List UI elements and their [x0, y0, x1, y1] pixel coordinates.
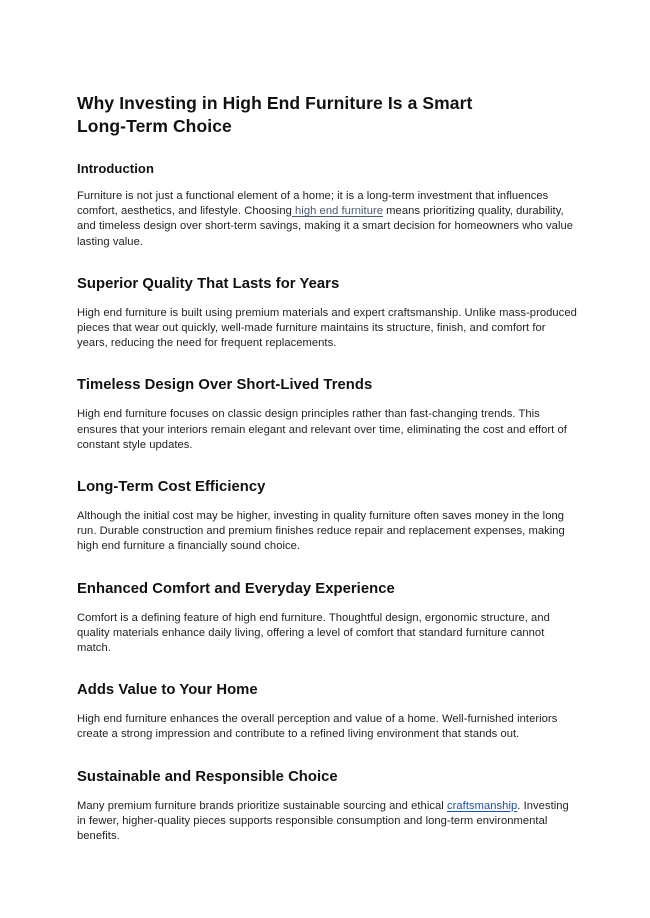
- section-paragraph-adds-value: High end furniture enhances the overall perception and value of a home. Well-furnished interiors create a strong impression and contribute to a refined living environment that stands out.: [77, 713, 558, 741]
- section-heading-introduction: Introduction: [77, 161, 155, 176]
- link-high-end-furniture[interactable]: high end furniture: [291, 205, 384, 218]
- paragraph-text-after-link: . Investing in fewer, higher-quality pieces supports responsible consumption and long-term environmental benefits.: [77, 799, 569, 843]
- section-paragraph-cost-efficiency: Although the initial cost may be higher, investing in quality furniture often saves money in the long run. Durable construction and premium finishes reduce repair and replacement expenses, making high end furniture a financially sound choice.: [77, 510, 565, 553]
- document-content: [77, 92, 577, 844]
- section-sustainable-choice: [77, 768, 577, 845]
- section-paragraph-sustainable-choice: [77, 799, 577, 845]
- section-heading-sustainable-choice: Sustainable and Responsible Choice: [77, 768, 338, 785]
- section-heading-timeless-design: Timeless Design Over Short-Lived Trends: [77, 377, 373, 394]
- section-heading-enhanced-comfort: Enhanced Comfort and Everyday Experience: [77, 580, 395, 597]
- section-heading-adds-value: Adds Value to Your Home: [77, 682, 258, 699]
- paragraph-text-after-link: means prioritizing quality, durability, and timeless design over short-term savings, making it a smart decision for homeowners who value lasting value.: [77, 205, 574, 248]
- section-cost-efficiency: [77, 478, 577, 555]
- section-paragraph-introduction: [77, 189, 577, 250]
- paragraph-text-before-link: Many premium furniture brands prioritize sustainable sourcing and ethical: [77, 799, 447, 812]
- section-paragraph-timeless-design: High end furniture focuses on classic design principles rather than fast-changing trends. This ensures that your interiors remain elegant and relevant over time, eliminating the cost and effort of constant style updates.: [77, 408, 567, 451]
- link-craftsmanship[interactable]: craftsmanship: [446, 799, 518, 812]
- section-paragraph-superior-quality: High end furniture is built using premium materials and expert craftsmanship. Unlike mass-produced pieces that wear out quickly, well-made furniture maintains its structure, finish, and comfort for years, reducing the need for frequent replacements.: [77, 306, 577, 350]
- section-heading-superior-quality: Superior Quality That Lasts for Years: [77, 275, 340, 292]
- section-heading-cost-efficiency: Long-Term Cost Efficiency: [77, 479, 266, 496]
- section-introduction: [77, 160, 577, 250]
- section-paragraph-enhanced-comfort: Comfort is a defining feature of high end furniture. Thoughtful design, ergonomic structure, and quality materials enhance daily living, offering a level of comfort that standard furniture cannot match.: [77, 611, 550, 655]
- section-superior-quality: [77, 275, 577, 352]
- section-timeless-design: [77, 376, 577, 453]
- page-title: Why Investing in High End Furniture Is a Smart Long-Term Choice: [77, 93, 473, 136]
- paragraph-text-before-link: Furniture is not just a functional element of a home; it is a long-term investment that influences comfort, aesthetics, and lifestyle. Choosing: [77, 190, 549, 218]
- section-enhanced-comfort: [77, 580, 577, 657]
- section-adds-value: [77, 681, 577, 742]
